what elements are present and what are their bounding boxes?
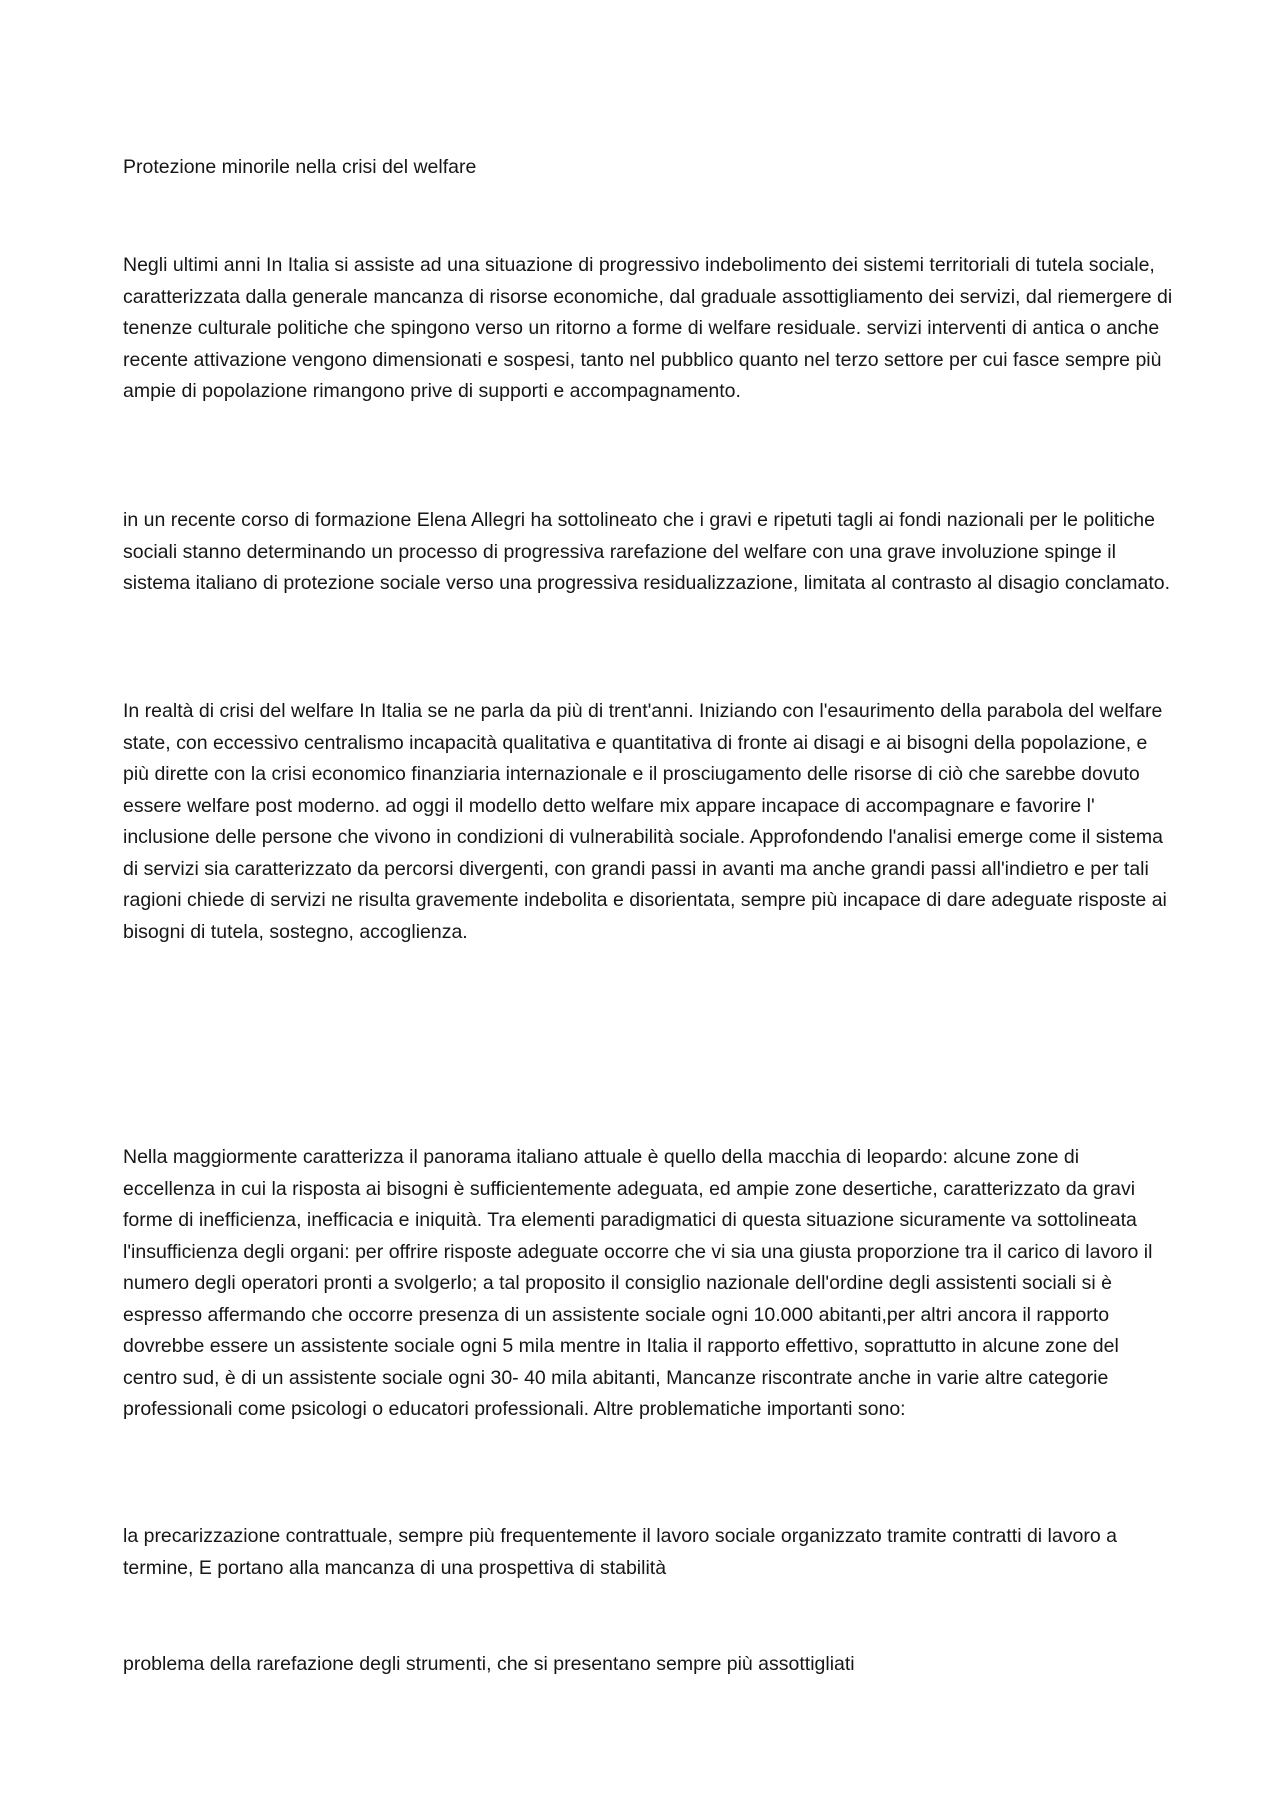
- paragraph-leopard-spots: Nella maggiormente caratterizza il panorama italiano attuale è quello della macchia di leopardo: alcune zone di eccellenza in cui la risposta ai bisogni è sufficientemente adeguata, ed ampie zone desertiche, caratterizzato da gravi forme di inefficienza, inefficacia e iniquità. Tra elementi paradigmatici di questa situazione sicuramente va sottolineata l'insufficienza degli organi: per offrire risposte adeguate occorre che vi sia una giusta proporzione tra il carico di lavoro il numero degli operatori pronti a svolgerlo; a tal proposito il consiglio nazionale dell'ordine degli assistenti sociali si è espresso affermando che occorre presenza di un assistente sociale ogni 10.000 abitanti,per altri ancora il rapporto dovrebbe essere un assistente sociale ogni 5 mila mentre in Italia il rapporto effettivo, soprattutto in alcune zone del centro sud, è di un assistente sociale ogni 30- 40 mila abitanti, Mancanze riscontrate anche in varie altre categorie professionali come psicologi o educatori professionali. Altre problematiche importanti sono:: [123, 1146, 1153, 1420]
- paragraph-training-course: in un recente corso di formazione Elena Allegri ha sottolineato che i gravi e ripetuti tagli ai fondi nazionali per le politiche sociali stanno determinando un processo di progressiva rarefazione del welfare con una grave involuzione spinge il sistema italiano di protezione sociale verso una progressiva residualizzazione, limitata al contrasto al disagio conclamato.: [123, 509, 1171, 594]
- paragraph-tool-scarcity: problema della rarefazione degli strumenti, che si presentano sempre più assottigliati: [123, 1653, 855, 1675]
- document-title: Protezione minorile nella crisi del welfare: [123, 156, 477, 178]
- paragraph-welfare-decline: Negli ultimi anni In Italia si assiste ad una situazione di progressivo indebolimento dei sistemi territoriali di tutela sociale, caratterizzata dalla generale mancanza di risorse economiche, dal graduale assottigliamento dei servizi, dal riemergere di tenenze culturale politiche che spingono verso un ritorno a forme di welfare residuale. servizi interventi di antica o anche recente attivazione vengono dimensionati e sospesi, tanto nel pubblico quanto nel terzo settore per cui fasce sempre più ampie di popolazione rimangono prive di supporti e accompagnamento.: [123, 254, 1173, 402]
- paragraph-contract-precarity: la precarizzazione contrattuale, sempre più frequentemente il lavoro sociale organizzato tramite contratti di lavoro a termine, E portano alla mancanza di una prospettiva di stabilità: [123, 1525, 1117, 1579]
- paragraph-welfare-crisis-history: In realtà di crisi del welfare In Italia se ne parla da più di trent'anni. Iniziando con l'esaurimento della parabola del welfare state, con eccessivo centralismo incapacità qualitativa e quantitativa di fronte ai disagi e ai bisogni della popolazione, e più dirette con la crisi economico finanziaria internazionale e il prosciugamento delle risorse di ciò che sarebbe dovuto essere welfare post moderno. ad oggi il modello detto welfare mix appare incapace di accompagnare e favorire l' inclusione delle persone che vivono in condizioni di vulnerabilità sociale. Approfondendo l'analisi emerge come il sistema di servizi sia caratterizzato da percorsi divergenti, con grandi passi in avanti ma anche grandi passi all'indietro e per tali ragioni chiede di servizi ne risulta gravemente indebolita e disorientata, sempre più incapace di dare adeguate risposte ai bisogni di tutela, sostegno, accoglienza.: [123, 700, 1167, 943]
